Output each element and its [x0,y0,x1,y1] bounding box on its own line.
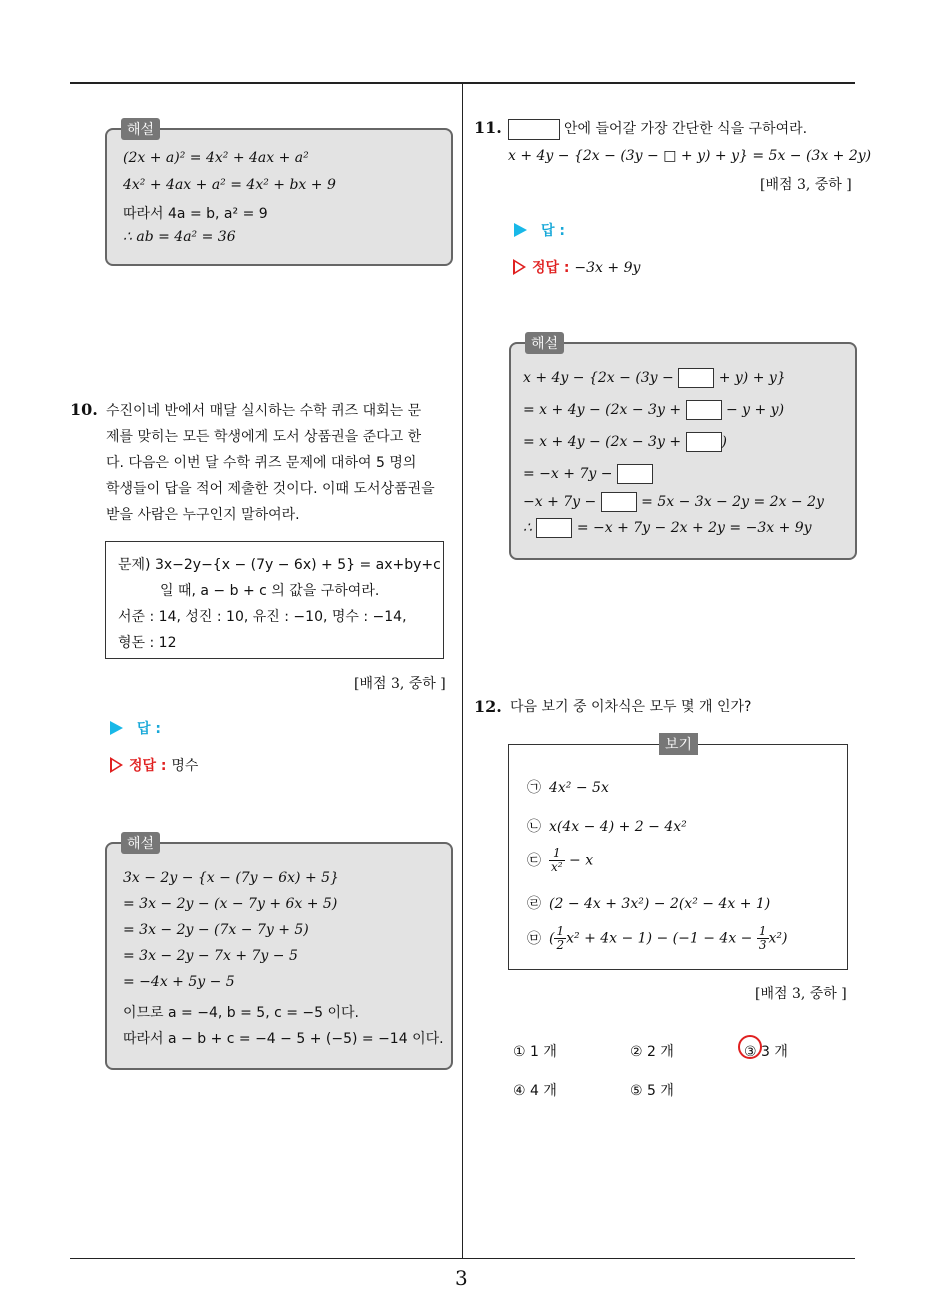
choice-1[interactable]: ① 1 개 [513,1044,557,1060]
solution-tag: 해설 [525,332,564,354]
bogi-item: ㉤ ( $\frac{1}{2}$ x² + 4x − 1) − (−1 − 4x − $\frac{1}{3}$ x²) [527,924,788,952]
solution-line: = x + 4y − (2x − 3y + − y + y) [523,402,785,418]
solution-line: −x + 7y − = 5x − 3x − 2y = 2x − 2y [523,494,824,510]
question-10-correct: 정답 : 명수 [110,755,198,775]
question-number-10: 10. [70,400,98,419]
problem-line: 일 때, a − b + c 의 값을 구하여라. [160,583,380,599]
solution-line: 따라서 a − b + c = −4 − 5 + (−5) = −14 이다. [123,1031,444,1047]
solution-box-1 [105,122,453,266]
solution-line: 4x² + 4ax + a² = 4x² + bx + 9 [123,177,336,193]
question-10-problem-box [105,541,444,659]
solution-line: = −x + 7y − [523,464,653,484]
question-11-answer-label: 답 : [514,220,565,240]
column-divider [462,84,463,1259]
solution-line: (2x + a)² = 4x² + 4ax + a² [123,150,309,166]
bogi-tag: 보기 [659,733,698,755]
question-10-line: 다. 다음은 이번 달 수학 퀴즈 문제에 대하여 5 명의 [106,455,417,471]
blank-box [508,119,560,140]
question-number-12: 12. [474,697,502,716]
bottom-rule [70,1258,855,1259]
red-circle-mark [738,1035,762,1059]
blank-box [686,400,722,420]
solution-line: 따라서 4a = b, a² = 9 [123,206,268,222]
question-10-line: 수진이네 반에서 매달 실시하는 수학 퀴즈 대회는 문 [106,403,422,419]
solution-line: = −4x + 5y − 5 [123,974,235,990]
question-11-text: 안에 들어갈 가장 간단한 식을 구하여라. [564,121,808,137]
solution-line: = 3x − 2y − (x − 7y + 6x + 5) [123,896,338,912]
outline-triangle-icon [110,757,123,773]
choice-3[interactable]: ③ 3 개 [744,1041,788,1061]
question-10-answer-label: 답 : [110,718,161,738]
correct-answer-value: −3x + 9y [574,260,641,276]
solution-tag: 해설 [121,832,160,854]
solution-line: = 3x − 2y − 7x + 7y − 5 [123,948,298,964]
bogi-item: ㉣ (2 − 4x + 3x²) − 2(x² − 4x + 1) [527,896,771,912]
solution-line: ∴ = −x + 7y − 2x + 2y = −3x + 9y [523,520,812,536]
solution-line: 이므로 a = −4, b = 5, c = −5 이다. [123,1005,360,1021]
solution-box-10 [105,836,453,1070]
choice-4[interactable]: ④ 4 개 [513,1083,557,1099]
bogi-box [508,737,848,970]
blank-box [617,464,653,484]
blank-box [536,518,572,538]
circled-choice-mark: ③ [744,1044,757,1060]
solution-line: 3x − 2y − {x − (7y − 6x) + 5} [123,870,339,886]
problem-line: 형돈 : 12 [118,635,177,651]
question-11-equation: x + 4y − {2x − (3y − □ + y) + y} = 5x − (3x + 2y) [508,148,872,164]
choice-2[interactable]: ② 2 개 [630,1044,674,1060]
question-12-score: [배점 3, 중하 ] [755,986,847,1002]
question-10-text [106,398,456,528]
question-10-score: [배점 3, 중하 ] [354,676,446,692]
solution-box-11 [509,336,857,560]
bogi-item: ㉠ 4x² − 5x [527,780,609,796]
question-10-line: 제를 맞히는 모든 학생에게 도서 상품권을 준다고 한 [106,429,422,445]
blank-box [678,368,714,388]
solution-line: = x + 4y − (2x − 3y + ) [523,434,727,450]
problem-line: 문제) 3x−2y−{x − (7y − 6x) + 5} = ax+by+c [118,557,441,573]
question-10-line: 학생들이 답을 적어 제출한 것이다. 이때 도서상품권을 [106,481,435,497]
question-10-line: 받을 사람은 누구인지 말하여라. [106,507,300,523]
solution-tag: 해설 [121,118,160,140]
solution-line: ∴ ab = 4a² = 36 [123,229,236,245]
question-12-text: 다음 보기 중 이차식은 모두 몇 개 인가? [510,699,752,715]
question-number-11: 11. [474,118,502,137]
solution-line: = 3x − 2y − (7x − 7y + 5) [123,922,309,938]
problem-line: 서준 : 14, 성진 : 10, 유진 : −10, 명수 : −14, [118,609,407,625]
question-11-score: [배점 3, 중하 ] [760,177,852,193]
bogi-item: ㉢ $\frac{1}{\text{x²}}$ − x [527,846,594,874]
blank-box [686,432,722,452]
blank-box [601,492,637,512]
choice-5[interactable]: ⑤ 5 개 [630,1083,674,1099]
play-triangle-icon [514,223,527,237]
correct-answer-value: 명수 [171,758,199,774]
question-11-correct: 정답 : −3x + 9y [513,257,640,277]
outline-triangle-icon [513,259,526,275]
solution-line: x + 4y − {2x − (3y − + y) + y} [523,370,786,386]
page-number: 3 [455,1266,468,1290]
bogi-item: ㉡ x(4x − 4) + 2 − 4x² [527,819,687,835]
play-triangle-icon [110,721,123,735]
